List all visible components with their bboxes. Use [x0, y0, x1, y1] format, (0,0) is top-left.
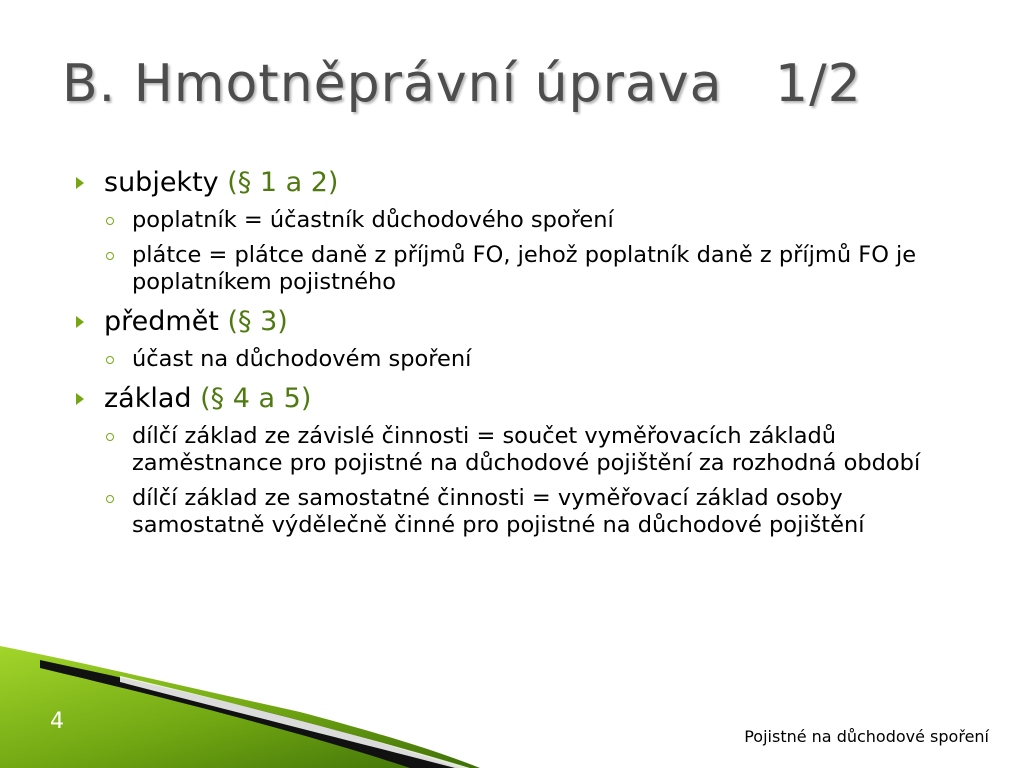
sub-bullet-text: dílčí základ ze samostatné činnosti = vyměřovací základ osoby samostatně výdělečně činné pro pojistné na důchodové pojištění [132, 485, 865, 538]
bullet-label: základ [104, 383, 192, 414]
slide-title: B. Hmotněprávní úprava 1/2 [62, 54, 862, 114]
sub-bullet-text: účast na důchodovém spoření [132, 346, 472, 372]
footer-caption: Pojistné na důchodové spoření [744, 727, 989, 746]
sub-bullet-text: plátce = plátce daně z příjmů FO, jehož poplatník daně z příjmů FO je poplatníkem pojistného [132, 242, 917, 295]
sub-bullet-text: poplatník = účastník důchodového spoření [132, 207, 614, 233]
bullet-label: předmět [104, 306, 219, 337]
bullet-reference: (§ 4 a 5) [200, 383, 312, 414]
sub-bullet-text: dílčí základ ze závislé činnosti = součet vyměřovacích základů zaměstnance pro pojistné na důchodové pojištění za rozhodná období [132, 423, 921, 476]
bullet-reference: (§ 1 a 2) [227, 167, 339, 198]
slide-number: 4 [50, 709, 64, 734]
bullet-reference: (§ 3) [227, 306, 288, 337]
bullet-label: subjekty [104, 167, 219, 198]
